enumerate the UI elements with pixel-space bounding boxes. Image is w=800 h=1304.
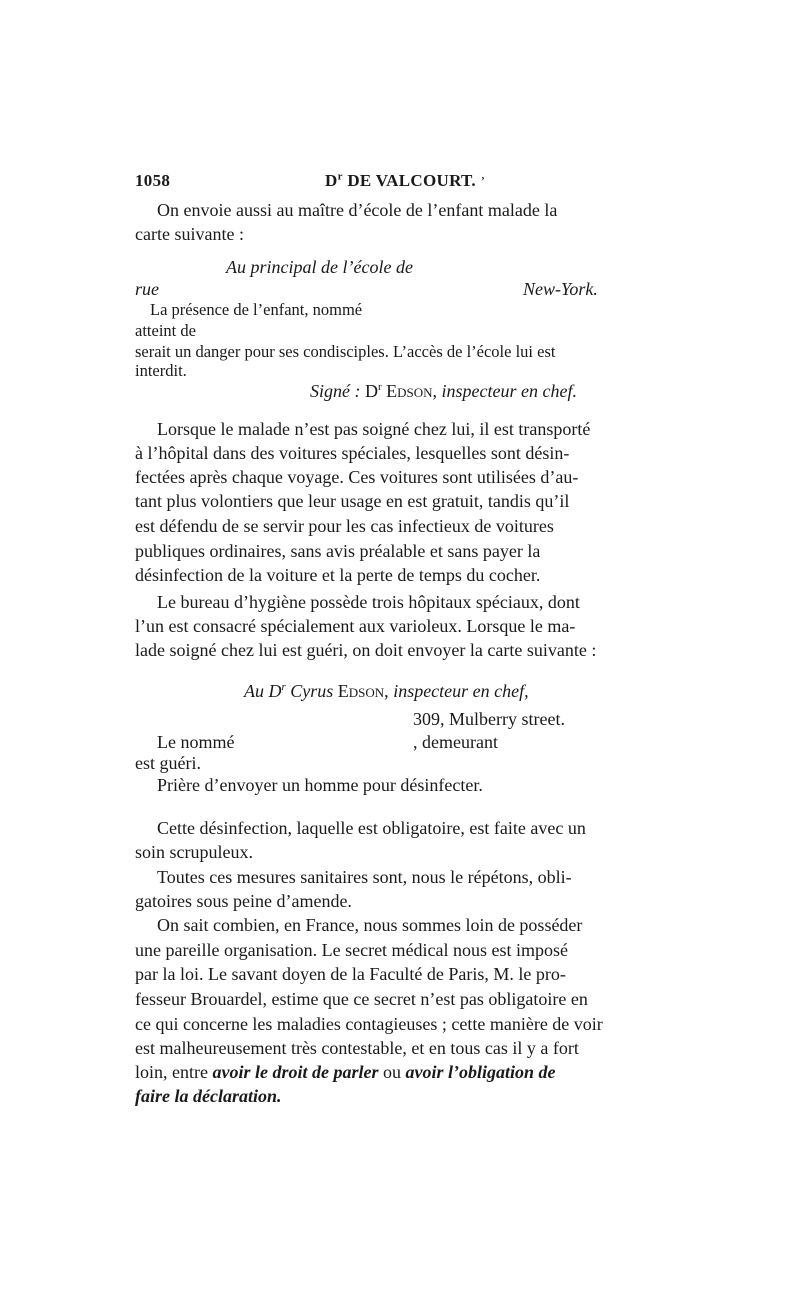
card1-line-atteint: atteint de (135, 321, 196, 340)
card2-addressee (244, 680, 529, 702)
p2-line-1 (157, 418, 669, 440)
addressee-first: Cyrus (290, 681, 334, 701)
p2-line-5: est défendu de se servir pour les cas infectieux de voitures (135, 516, 554, 536)
p6-line-1: On sait combien, en France, nous sommes loin de posséder (157, 915, 583, 935)
running-header (325, 170, 486, 194)
addressee-prefix: Au D (244, 681, 282, 701)
p6-last-plain-b: ou (378, 1062, 406, 1082)
p1-line-1: On envoie aussi au maître d’école de l’enfant malade la (157, 200, 558, 220)
p2-line-2: à l’hôpital dans des voitures spéciales, lesquelles sont désin- (135, 443, 570, 463)
author-sup: r (337, 170, 343, 183)
signed-title-prefix: D (364, 381, 378, 401)
p5-line-2: gatoires sous peine d’amende. (135, 891, 352, 911)
p3-line-3: lade soigné chez lui est guéri, on doit envoyer la carte suivante : (135, 640, 597, 660)
card2-line-nomme: Le nommé (157, 732, 235, 752)
p3-line-2: l’un est consacré spécialement aux varioleux. Lorsque le ma- (135, 616, 576, 636)
addressee-name: Edson, (337, 681, 389, 701)
p3-line-1: Le bureau d’hygiène possède trois hôpitaux spéciaux, dont (157, 592, 580, 612)
card1-signature (310, 380, 577, 402)
page-number: 1058 (135, 171, 171, 190)
p6-line-8: faire la déclaration. (135, 1086, 282, 1106)
addressee-sup: r (281, 681, 286, 693)
p2-line-7: désinfection de la voiture et la perte de temps du cocher. (135, 565, 541, 585)
p5-line-1: Toutes ces mesures sanitaires sont, nous le répétons, obli- (157, 867, 572, 887)
card1-line-presence: La présence de l’enfant, nommé (150, 300, 363, 319)
signed-title-sup: r (377, 381, 382, 393)
p6-line-2: une pareille organisation. Le secret médical nous est imposé (135, 940, 569, 960)
signed-role: inspecteur en chef. (441, 381, 577, 401)
author-name: DE VALCOURT. (347, 171, 476, 190)
p4-line-1: Cette désinfection, laquelle est obligatoire, est faite avec un (157, 818, 586, 838)
p6-line-3: par la loi. Le savant doyen de la Faculté de Paris, M. le pro- (135, 964, 566, 984)
p4-line-2: soin scrupuleux. (135, 842, 253, 862)
p2-line-4: tant plus volontiers que leur usage en est gratuit, tandis qu’il (135, 491, 570, 511)
card1-city: New-York. (523, 279, 598, 299)
p6-line-7 (135, 1061, 555, 1083)
card2-line-priere: Prière d’envoyer un homme pour désinfecter. (157, 775, 483, 795)
p6-line-5: ce qui concerne les maladies contagieuses ; cette manière de voir (135, 1014, 603, 1034)
card2-line-demeurant: , demeurant (413, 732, 498, 752)
p6-last-plain-a: loin, entre (135, 1062, 213, 1082)
signed-name: Edson, (386, 381, 438, 401)
p6-last-em-a: avoir le droit de parler (212, 1062, 379, 1082)
p1-line-2: carte suivante : (135, 224, 244, 244)
card2-line-gueri: est guéri. (135, 753, 201, 773)
card1-line-interdit: interdit. (135, 361, 187, 380)
header-mark: ’ (480, 175, 486, 190)
p2-line-3: fectées après chaque voyage. Ces voitures sont utilisées d’au- (135, 467, 579, 487)
p6-line-6: est malheureusement très contestable, et en tous cas il y a fort (135, 1038, 579, 1058)
addressee-role: inspecteur en chef, (393, 681, 529, 701)
p2-line-1-text: Lorsque le malade n’est pas soigné chez lui, il est transporté (157, 419, 591, 439)
card1-street-label: rue (135, 279, 159, 299)
p6-line-4: fesseur Brouardel, estime que ce secret n’est pas obligatoire en (135, 989, 588, 1009)
signed-label: Signé : (310, 381, 361, 401)
author-prefix: D (325, 171, 338, 190)
card2-address: 309, Mulberry street. (413, 709, 565, 729)
card1-line-danger: serait un danger pour ses condisciples. L’accès de l’école lui est (135, 342, 556, 361)
p6-last-em-b: avoir l’obligation de (405, 1062, 556, 1082)
p2-line-6: publiques ordinaires, sans avis préalable et sans payer la (135, 541, 541, 561)
card1-addressee: Au principal de l’école de (226, 257, 413, 277)
